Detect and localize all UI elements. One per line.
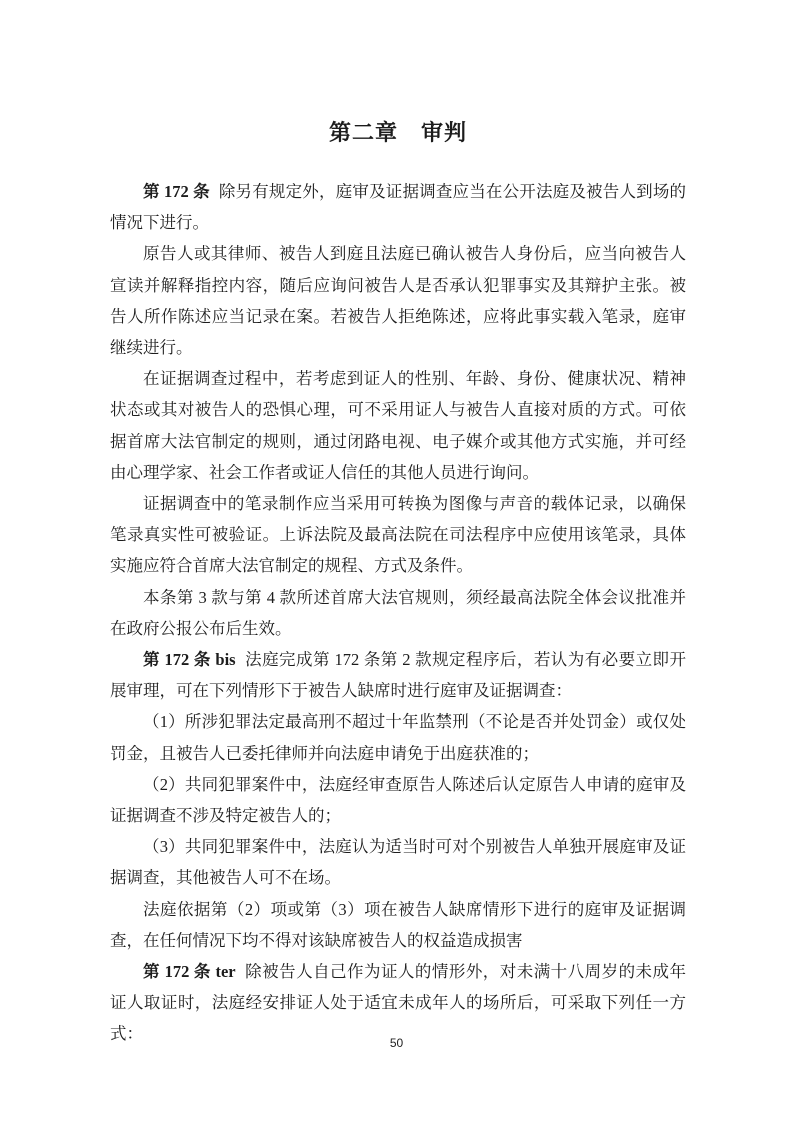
paragraph (110, 894, 686, 956)
paragraph-article-172-bis (110, 644, 686, 706)
paragraph-item-3 (110, 831, 686, 893)
paragraph-text: 法庭完成第 172 条第 2 款规定程序后，若认为有必要立即开展审理，可在下列情形下于被告人缺席时进行庭审及证据调查： (110, 650, 686, 701)
paragraph-item-2 (110, 769, 686, 831)
paragraph (110, 488, 686, 582)
paragraph-article-172 (110, 176, 686, 238)
paragraph-item-1 (110, 706, 686, 768)
page-number: 50 (389, 1036, 404, 1050)
paragraph-text: 除另有规定外，庭审及证据调查应当在公开法庭及被告人到场的情况下进行。 (110, 182, 687, 233)
paragraph-text: 证据调查中的笔录制作应当采用可转换为图像与声音的载体记录，以确保笔录真实性可被验证。上诉法院及最高法院在司法程序中应使用该笔录，具体实施应符合首席大法官制定的规程、方式及条件。 (110, 494, 686, 576)
chapter-title: 第二章 审判 (328, 120, 467, 145)
body-text (110, 176, 686, 1050)
paragraph-text: 法庭依据第（2）项或第（3）项在被告人缺席情形下进行的庭审及证据调查，在任何情况下均不得对该缺席被告人的权益造成损害 (110, 899, 686, 950)
paragraph-text: （3）共同犯罪案件中，法庭认为适当时可对个别被告人单独开展庭审及证据调查，其他被告人可不在场。 (110, 837, 686, 888)
paragraph-text: 原告人或其律师、被告人到庭且法庭已确认被告人身份后，应当向被告人宣读并解释指控内容，随后应询问被告人是否承认犯罪事实及其辩护主张。被告人所作陈述应当记录在案。若被告人拒绝陈述，应将此事实载入笔录，庭审继续进行。 (110, 244, 686, 358)
paragraph-text: （1）所涉犯罪法定最高刑不超过十年监禁刑（不论是否并处罚金）或仅处罚金，且被告人已委托律师并向法庭申请免于出庭获准的； (110, 712, 686, 763)
paragraph (110, 238, 686, 363)
paragraph (110, 363, 686, 488)
article-number-172-bis: 第 172 条 bis (143, 650, 236, 670)
paragraph-text: 本条第 3 款与第 4 款所述首席大法官规则，须经最高法院全体会议批准并在政府公报公布后生效。 (110, 587, 686, 638)
paragraph (110, 582, 686, 644)
document-content (110, 118, 686, 1050)
paragraph-text: 在证据调查过程中，若考虑到证人的性别、年龄、身份、健康状况、精神状态或其对被告人的恐惧心理，可不采用证人与被告人直接对质的方式。可依据首席大法官制定的规则，通过闭路电视、电子媒介或其他方式实施，并可经由心理学家、社会工作者或证人信任的其他人员进行询问。 (110, 369, 686, 482)
paragraph-text: 除被告人自己作为证人的情形外，对未满十八周岁的未成年证人取证时，法庭经安排证人处于适宜未成年人的场所后，可采取下列任一方式： (110, 962, 686, 1044)
paragraph-text: （2）共同犯罪案件中，法庭经审查原告人陈述后认定原告人申请的庭审及证据调查不涉及特定被告人的； (110, 774, 686, 826)
article-number-172-ter: 第 172 条 ter (143, 962, 236, 982)
article-number-172: 第 172 条 (143, 182, 210, 201)
